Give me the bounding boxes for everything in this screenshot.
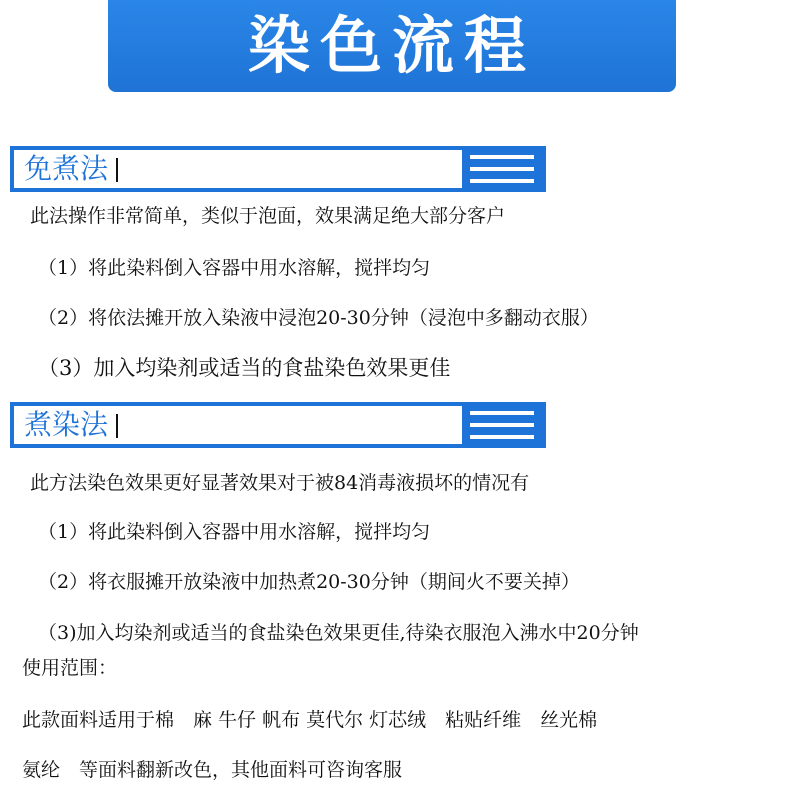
title-banner: [108, 0, 676, 92]
section2-step-3: （3)加入均染剂或适当的食盐染色效果更佳,待染衣服泡入沸水中20分钟: [38, 622, 639, 644]
section2-step-2: （2）将衣服摊开放染液中加热煮20-30分钟（期间火不要关掉）: [38, 571, 580, 593]
section1-step-1: （1）将此染料倒入容器中用水溶解，搅拌均匀: [38, 257, 431, 279]
usage-heading: 使用范围：: [22, 657, 118, 679]
usage-line-2: 氨纶 等面料翻新改色，其他面料可咨询客服: [22, 759, 403, 781]
page-title: 染色流程: [247, 9, 536, 82]
section1-step-2: （2）将依法摊开放入染液中浸泡20-30分钟（浸泡中多翻动衣服）: [38, 307, 599, 329]
section-heading-text: 免煮法: [24, 152, 109, 185]
section1-step-3: （3）加入均染剂或适当的食盐染色效果更佳: [38, 356, 451, 380]
usage-line-1: 此款面料适用于棉 麻 牛仔 帆布 莫代尔 灯芯绒 粘贴纤维 丝光棉: [22, 709, 598, 731]
section1-intro: 此法操作非常简单，类似于泡面，效果满足绝大部分客户: [30, 205, 506, 227]
section-header-field: [14, 406, 462, 444]
menu-icon: [470, 411, 534, 439]
text-cursor: [116, 158, 118, 182]
section-header-field: [14, 150, 462, 188]
section2-step-1: （1）将此染料倒入容器中用水溶解，搅拌均匀: [38, 521, 431, 543]
text-cursor: [116, 414, 118, 438]
section-header-no-boil: [10, 146, 546, 192]
section-header-boil: [10, 402, 546, 448]
section2-intro: 此方法染色效果更好显著效果对于被84消毒液损坏的情况有: [30, 472, 530, 494]
section-heading: [24, 152, 118, 186]
section-heading-text: 煮染法: [24, 408, 109, 441]
menu-icon: [470, 155, 534, 183]
section-heading: [24, 408, 118, 442]
